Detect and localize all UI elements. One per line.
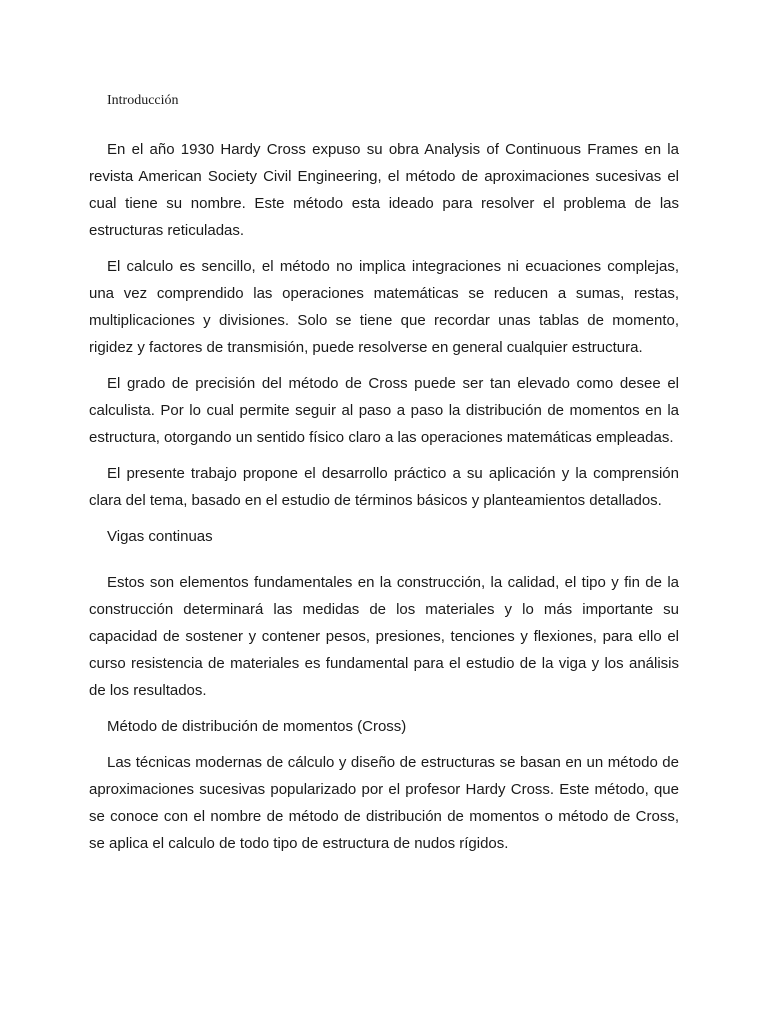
cross-paragraph: Las técnicas modernas de cálculo y diseño de estructuras se basan en un método de aproximaciones sucesivas popularizado por el profesor Hardy Cross. Este método, que se conoce con el nombre de método de distribución de momentos o método de Cross, se aplica el calculo de todo tipo de estructura de nudos rígidos.	[89, 754, 679, 852]
intro-paragraph-1: En el año 1930 Hardy Cross expuso su obra Analysis of Continuous Frames en la revista American Society Civil Engineering, el método de aproximaciones sucesivas el cual tiene su nombre. Este método esta ideado para resolver el problema de las estructuras reticuladas.	[89, 141, 679, 239]
intro-heading: Introducción	[107, 93, 179, 108]
cross-heading: Método de distribución de momentos (Cross)	[107, 718, 407, 735]
vigas-paragraph: Estos son elementos fundamentales en la construcción, la calidad, el tipo y fin de la construcción determinará las medidas de los materiales y lo más importante su capacidad de sostener y contener pesos, presiones, tenciones y flexiones, para ello el curso resistencia de materiales es fundamental para el estudio de la viga y los análisis de los resultados.	[89, 574, 679, 699]
vigas-heading: Vigas continuas	[107, 528, 213, 545]
intro-paragraph-3: El grado de precisión del método de Cross puede ser tan elevado como desee el calculista. Por lo cual permite seguir al paso a paso la distribución de momentos en la estructura, otorgando un sentido físico claro a las operaciones matemáticas empleadas.	[89, 375, 679, 446]
intro-paragraph-2: El calculo es sencillo, el método no implica integraciones ni ecuaciones complejas, una vez comprendido las operaciones matemáticas se reducen a sumas, restas, multiplicaciones y divisiones. Solo se tiene que recordar unas tablas de momento, rigidez y factores de transmisión, puede resolverse en general cualquier estructura.	[89, 258, 679, 356]
document-content	[89, 90, 679, 866]
intro-paragraph-4: El presente trabajo propone el desarrollo práctico a su aplicación y la comprensión clara del tema, basado en el estudio de términos básicos y planteamientos detallados.	[89, 465, 679, 509]
